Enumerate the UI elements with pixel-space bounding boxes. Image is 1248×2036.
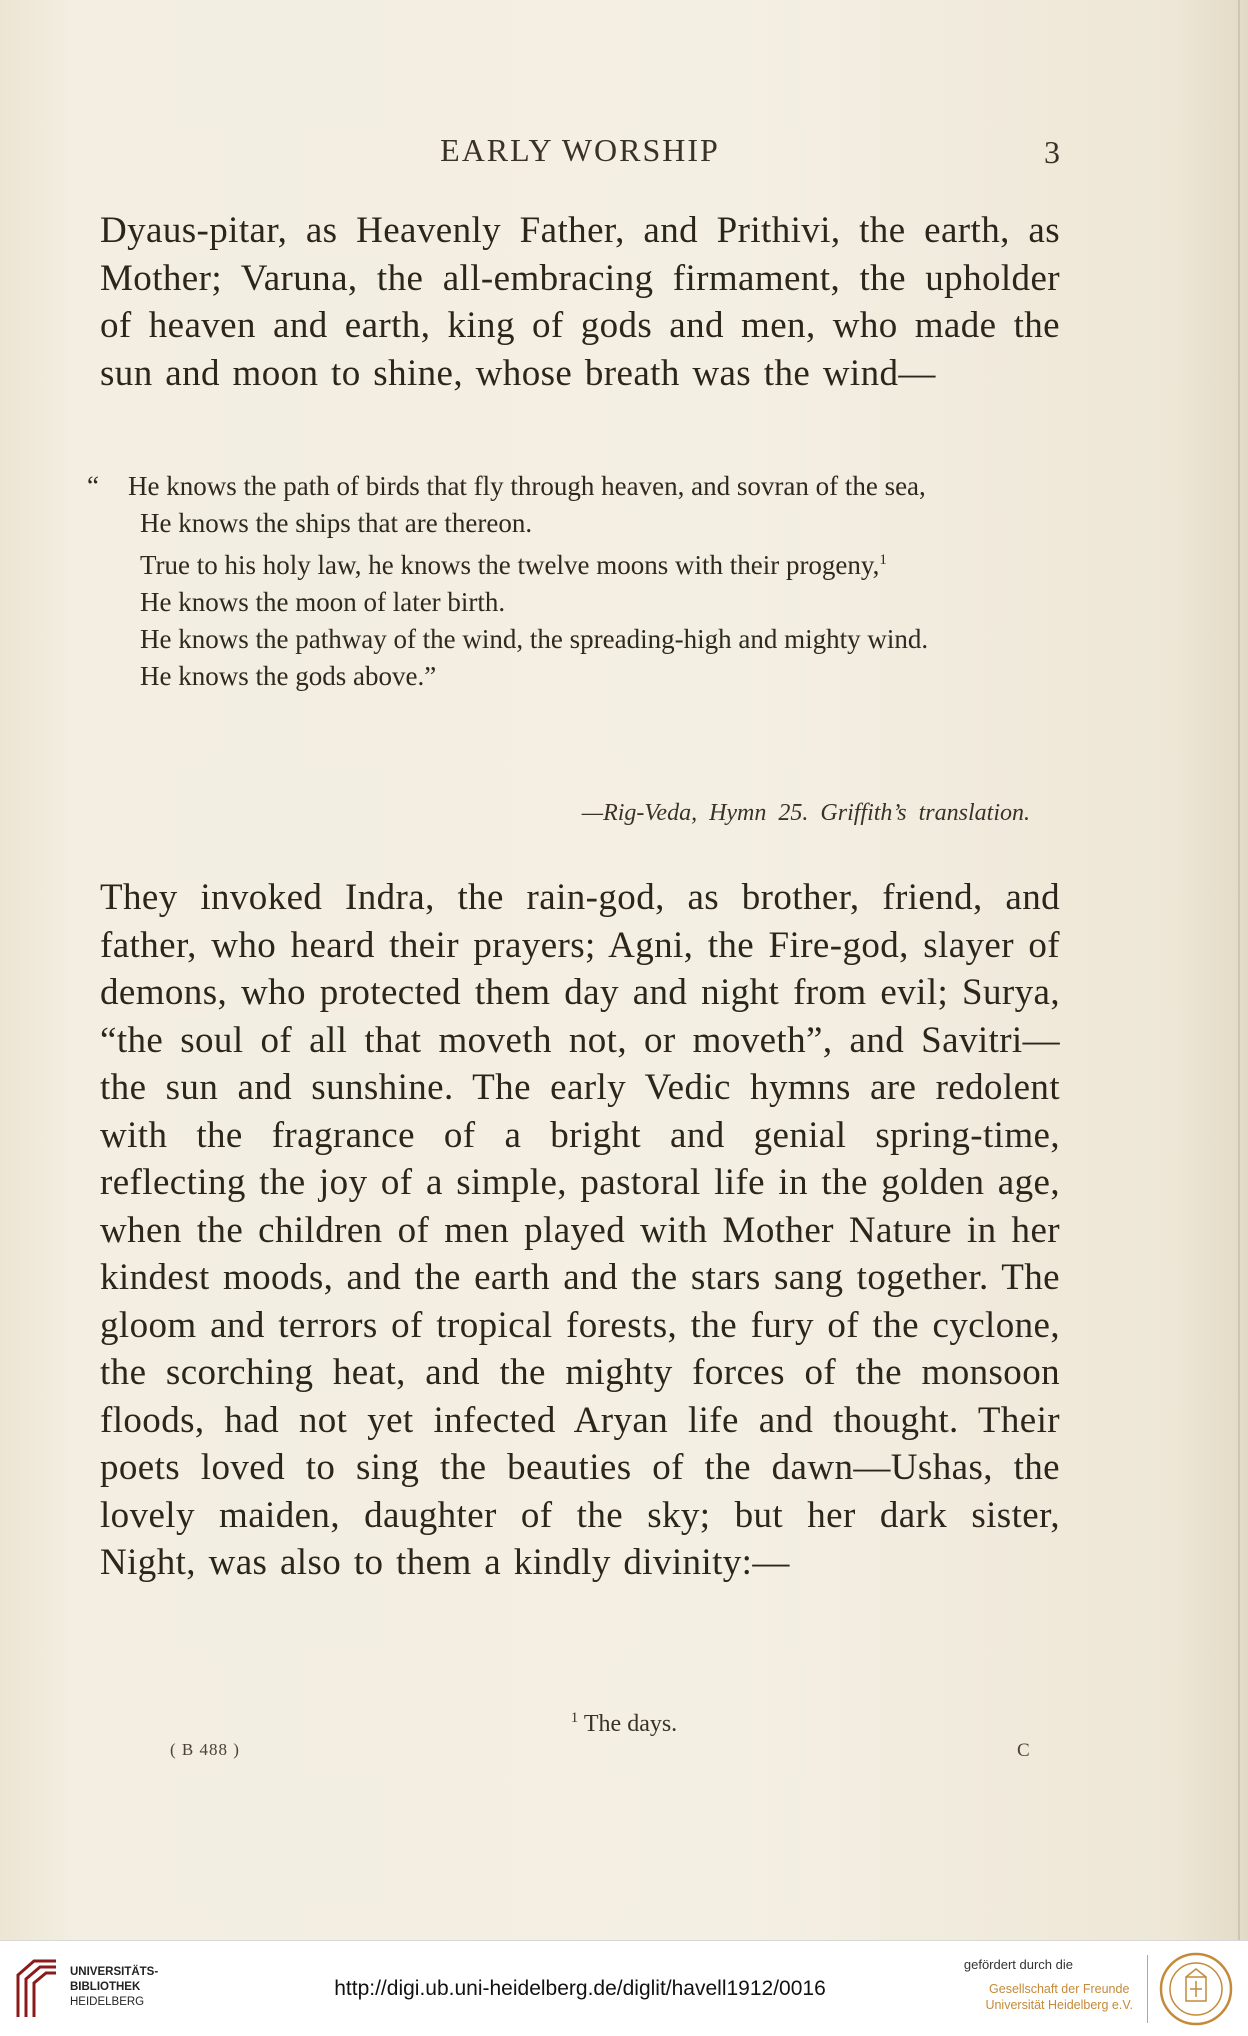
paragraph-2: They invoked Indra, the rain-god, as brother, friend, and father, who heard their prayers; Agni, the Fire-god, slayer of demons, who protected them day and night from evil; Surya, “the soul of all that moveth not, or moveth”, and Savitri—the sun and sunshine. The early Vedic hymns are redolent with the fragrance of a bright and genial spring-time, reflecting the joy of a simple, pastoral life in the golden age, when the children of men played with Mother Nature in her kindest moods, and the earth and the stars sang together. The gloom and terrors of tropical forests, the fury of the cyclone, the scorching heat, and the mighty forces of the monsoon floods, had not yet infected Aryan life and thought. Their poets loved to sing the beauties of the dawn—Ushas, the lovely maiden, daughter of the sky; but her dark sister, Night, was also to them a kindly divinity:— — [100, 877, 1060, 1583]
verse-line: He knows the ships that are thereon. — [140, 508, 533, 538]
page-edge — [1238, 0, 1240, 1940]
page-header — [100, 132, 1060, 176]
digitization-footer — [0, 1940, 1248, 2036]
verse-line: He knows the gods above.” — [140, 661, 437, 691]
library-name: UNIVERSITÄTS- BIBLIOTHEK HEIDELBERG — [70, 1966, 159, 2008]
sponsor-intro: gefördert durch die — [963, 1957, 1073, 1972]
permalink-url[interactable]: http://digi.ub.uni-heidelberg.de/diglit/havell1912/0016 — [334, 1977, 826, 2000]
page-number: 3 — [1044, 134, 1060, 170]
printer-signature: ( B 488 ) — [170, 1740, 240, 1759]
attribution-translation: Griffith’s translation. — [820, 800, 1030, 826]
footnote-number: 1 — [570, 1710, 579, 1726]
university-seal-icon — [1158, 1951, 1234, 2027]
attribution-source: —Rig-Veda, Hymn 25. — [581, 800, 809, 826]
verse-line: True to his holy law, he knows the twelve moons with their progeny,$^1$ — [140, 550, 887, 580]
verse-line: He knows the moon of later birth. — [140, 587, 506, 617]
paragraph-1: Dyaus-pitar, as Heavenly Father, and Prithivi, the earth, as Mother; Varuna, the all-embracing firmament, the upholder of heaven and earth, king of gods and men, who made the sun and moon to shine, whose breath was the wind— — [100, 210, 1060, 394]
sheet-mark: C — [1017, 1740, 1030, 1761]
footnote-text: The days. — [583, 1711, 678, 1737]
verse-attribution — [140, 800, 1030, 827]
footer-divider — [1147, 1955, 1148, 2023]
verse-line: He knows the pathway of the wind, the spreading-high and mighty wind. — [140, 624, 929, 654]
footnote-mark: 1 — [879, 552, 887, 568]
university-library-logo-icon — [12, 1957, 62, 2019]
verse-quotation — [87, 468, 1030, 695]
sponsor-name: Gesellschaft der Freunde Universität Heidelberg e.V. — [985, 1982, 1133, 2012]
footnote — [0, 1710, 1248, 1738]
running-head: EARLY WORSHIP — [440, 132, 720, 168]
verse-line: “ He knows the path of birds that fly through heaven, and sovran of the sea, — [87, 471, 926, 501]
